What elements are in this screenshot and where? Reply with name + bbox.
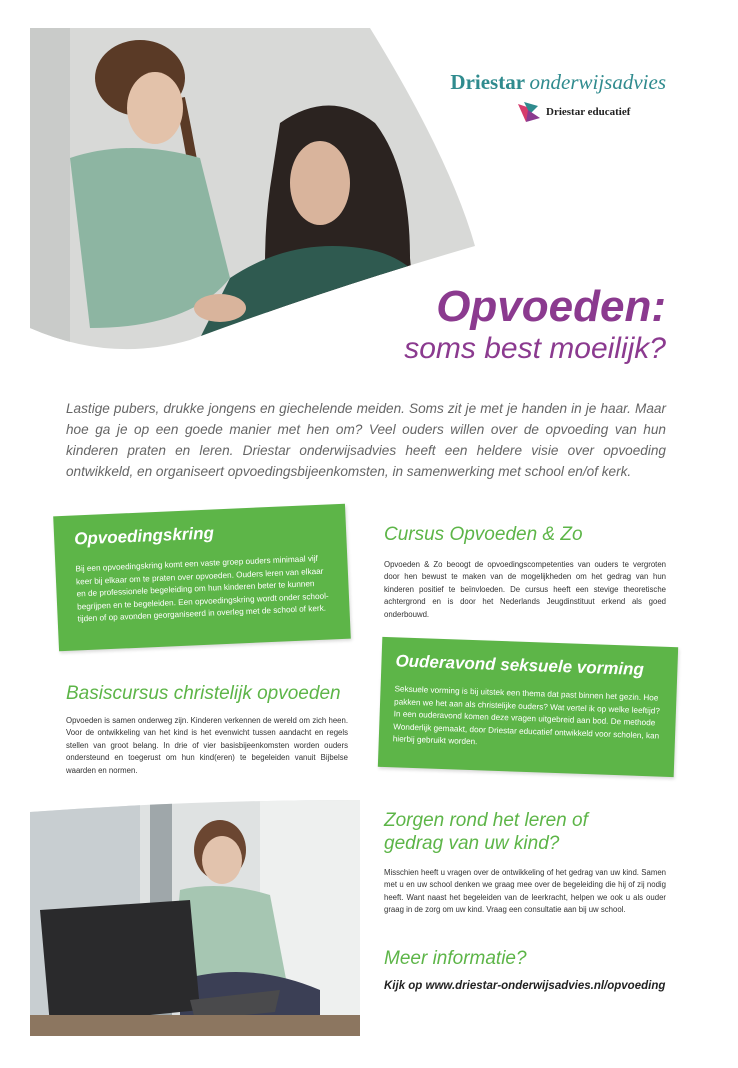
section-text-zorgen: Misschien heeft u vragen over de ontwikkeling of het gedrag van uw kind. Samen met u en uw school denken we graag mee over de begeleiding die hij of zij nodig heeft. Want naast het begeleiden van de leerkracht, helpen we ook u als ouder graag in de zorg om uw kind. Vraag een consultatie aan bij uw school. (384, 868, 666, 915)
website-link[interactable]: Kijk op www.driestar-onderwijsadvies.nl/opvoeding (384, 980, 666, 992)
section-text-basiscursus: Opvoeden is samen onderweg zijn. Kinderen verkennen de wereld om zich heen. Voor de ontwikkeling van het kind is het evenwicht tussen aandacht en regels stellen van groot belang. In drie of vier basisbijeenkomsten worden ouders ondersteund en toegerust om hun kind(eren) te begeleiden vanuit Bijbelse waarden en normen. (66, 716, 348, 775)
section-heading-cursus: Cursus Opvoeden & Zo (384, 524, 583, 545)
brand-name-italic: onderwijsadvies (529, 70, 666, 94)
sub-logo-text: Driestar educatief (546, 106, 631, 118)
driestar-logo-icon (516, 100, 542, 124)
ouderavond-box (378, 637, 678, 777)
box-text: Seksuele vorming is bij uitstek een thema dat past binnen het gezin. Hoe pakken we het aan als christelijke ouders? Wat vertel ik op welke leeftijd? In een ouderavond komen deze vragen uitgebreid aan bod. De methode Wonderlijk gemaakt, door Driestar educatief ontwikkeld voor scholen, kan hierbij gebruikt worden. (392, 684, 661, 747)
sub-logo (516, 100, 656, 128)
intro-paragraph: Lastige pubers, drukke jongens en giechelende meiden. Soms zit je met je handen in je haar. Maar hoe ga je op een goede manier met hen om? Veel ouders willen over de opvoeding van hun kinderen praten en leren. Driestar onderwijsadvies heeft een heldere visie over opvoeding ontwikkeld, en organiseert opvoedingsbijeenkomsten, in samenwerking met school en/of kerk. (66, 401, 666, 479)
section-heading-zorgen (384, 809, 634, 855)
section-heading-meer-informatie: Meer informatie? (384, 948, 527, 969)
section-heading-line: Zorgen rond het leren of (384, 810, 588, 831)
section-heading-line: gedrag van uw kind? (384, 833, 560, 854)
section-heading-basiscursus: Basiscursus christelijk opvoeden (66, 683, 341, 704)
page-title: Opvoeden: (436, 282, 666, 331)
brand-name: Driestar (450, 70, 526, 94)
box-title: Ouderavond seksuele vorming (395, 651, 645, 680)
brand-logo (450, 70, 666, 95)
box-title: Opvoedingskring (73, 523, 215, 549)
box-text: Bij een opvoedingskring komt een vaste groep ouders minimaal vijf keer bij elkaar om te praten over opvoeden. Ouders leren van elkaar en de professionele begeleiding om hun kinderen beter te kunnen begrijpen en te begeleiden. Een opvoedingskring wordt onder school-tijden of op avonden georganiseerd in overleg met de school of kerk. (75, 553, 329, 624)
laptop-photo (30, 800, 360, 1036)
section-text-cursus: Opvoeden & Zo beoogt de opvoedingscompetenties van ouders te vergroten door hen bewust te maken van de mogelijkheden om het gedrag van hun kinderen positief te beïnvloeden. De cursus heeft een stevige theoretische achtergrond en is door het Nederlands Jeugdinstituut erkend als goed onderbouwd. (384, 560, 666, 619)
hero-photo (30, 28, 475, 358)
opvoedingskring-box (53, 504, 351, 652)
page-subtitle: soms best moeilijk? (404, 332, 666, 365)
